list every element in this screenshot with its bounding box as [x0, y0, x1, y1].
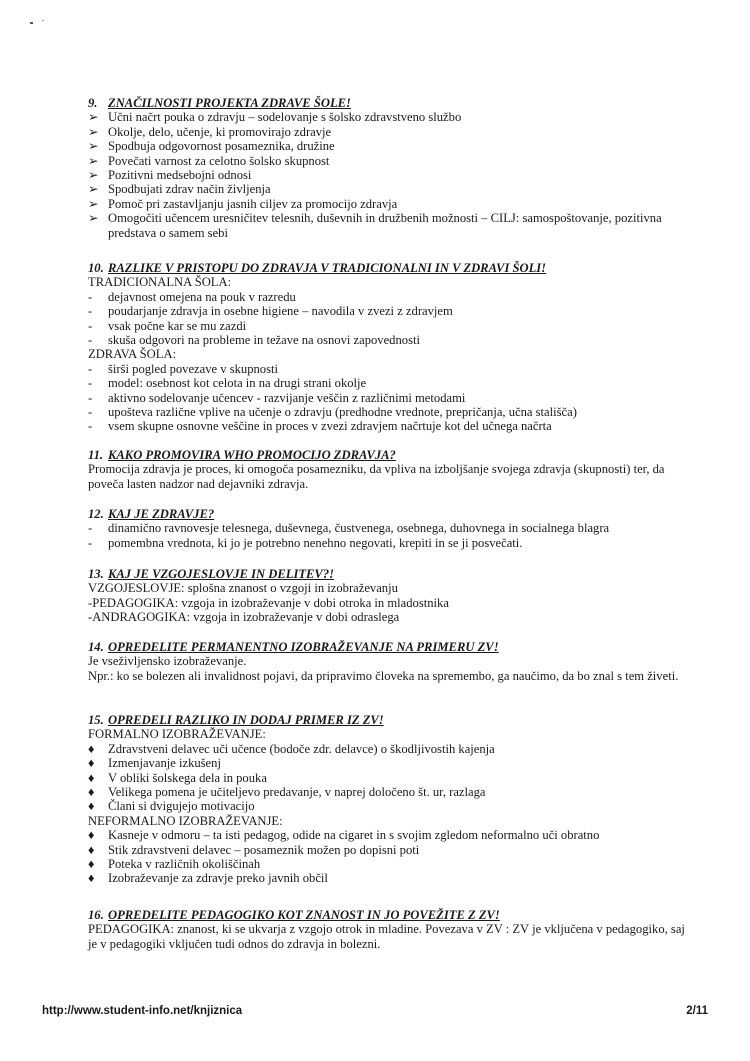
section-10	[88, 261, 688, 434]
section-number: 11.	[88, 448, 104, 462]
bullet-icon: ➢	[88, 124, 99, 139]
paragraph: TRADICIONALNA ŠOLA:	[88, 275, 232, 290]
section-number: 9.	[88, 96, 98, 110]
list-item-text: Zdravstveni delavec uči učence (bodoče zdr. delavce) o škodljivostih kajenja	[108, 741, 495, 756]
section-14	[88, 640, 688, 683]
list-item	[88, 125, 688, 139]
list-item	[88, 168, 688, 182]
bullet-icon: ♦	[88, 770, 95, 785]
section-title: RAZLIKE V PRISTOPU DO ZDRAVJA V TRADICIONALNI IN V ZDRAVI ŠOLI!	[108, 261, 547, 275]
list-item-text: Kasneje v odmoru – ta isti pedagog, odide na cigaret in s svojim zgledom neformalno uči obratno	[108, 828, 600, 843]
section-title: ZNAČILNOSTI PROJEKTA ZDRAVE ŠOLE!	[108, 96, 351, 110]
section-15	[88, 713, 688, 886]
list-item-text: vsem skupne osnovne veščine in proces v zvezi zdravjem načrtuje kot del učnega načrta	[108, 419, 552, 434]
list-item	[88, 304, 688, 318]
list-item	[88, 771, 688, 785]
list-item	[88, 419, 688, 433]
paragraph: NEFORMALNO IZOBRAŽEVANJE:	[88, 813, 283, 828]
section-number: 12.	[88, 507, 104, 521]
list-item	[88, 376, 688, 390]
list-item	[88, 139, 688, 153]
bullet-icon: ♦	[88, 756, 95, 771]
list-item-text: upošteva različne vplive na učenje o zdravju (predhodne vrednote, prepričanja, učna stališča)	[108, 405, 577, 420]
list-item-text: Okolje, delo, učenje, ki promovirajo zdravje	[108, 124, 332, 139]
section-9	[88, 96, 688, 240]
bullet-icon: -	[88, 318, 93, 333]
bullet-icon: ➢	[88, 182, 99, 197]
list-item	[88, 182, 688, 196]
list-item-text: Omogočiti učencem uresničitev telesnih, duševnih in družbenih možnosti – CILJ: samospoštovanje, pozitivna predstava o samem sebi	[108, 211, 662, 240]
list-item-text: dinamično ravnovesje telesnega, duševnega, čustvenega, osebnega, duhovnega in socialnega blagra	[108, 521, 610, 536]
list-item	[88, 742, 688, 756]
section-heading	[88, 640, 688, 654]
paragraph: ZDRAVA ŠOLA:	[88, 347, 177, 362]
section-11	[88, 448, 688, 491]
bullet-list	[88, 290, 688, 348]
section-number: 16.	[88, 908, 104, 922]
list-item-text: Pomoč pri zastavljanju jasnih ciljev za promocijo zdravja	[108, 196, 398, 211]
section-title: KAJ JE ZDRAVJE?	[108, 507, 215, 521]
section-heading	[88, 448, 688, 462]
bullet-icon: -	[88, 521, 93, 536]
list-item	[88, 110, 688, 124]
list-item-text: širši pogled povezave v skupnosti	[108, 361, 278, 376]
bullet-icon: ♦	[88, 857, 95, 872]
list-item	[88, 154, 688, 168]
paragraph: Je vseživljensko izobraževanje.	[88, 654, 247, 669]
bullet-icon: ♦	[88, 842, 95, 857]
bullet-icon: -	[88, 304, 93, 319]
bullet-icon: ♦	[88, 871, 95, 886]
list-item-text: poudarjanje zdravja in osebne higiene – navodila v zvezi z zdravjem	[108, 304, 453, 319]
scan-speck	[42, 20, 44, 21]
bullet-icon: ➢	[88, 211, 99, 226]
bullet-list	[88, 828, 688, 886]
list-item-text: Člani si dvigujejo motivacijo	[108, 799, 255, 814]
list-item	[88, 197, 688, 211]
section-heading	[88, 713, 688, 727]
list-item-text: skuša odgovori na probleme in težave na osnovi zapovednosti	[108, 333, 420, 348]
list-item	[88, 405, 688, 419]
bullet-icon: -	[88, 333, 93, 348]
bullet-icon: -	[88, 419, 93, 434]
paragraph: Promocija zdravja je proces, ki omogoča posamezniku, da vpliva na izboljšanje svojega zdravja (skupnosti) ter, da poveča lasten nadzor nad dejavniki zdravja.	[88, 462, 665, 491]
section-number: 14.	[88, 640, 104, 654]
list-item-text: Poteka v različnih okoliščinah	[108, 857, 261, 872]
section-number: 10.	[88, 261, 104, 275]
paragraph: PEDAGOGIKA: znanost, ki se ukvarja z vzgojo otrok in mladine. Povezava v ZV : ZV je vključena v pedagogiko, saj je v pedagogiki vključen tudi odnos do zdravja in bolezni.	[88, 922, 685, 951]
section-heading	[88, 261, 688, 275]
list-item	[88, 319, 688, 333]
list-item-text: model: osebnost kot celota in na drugi strani okolje	[108, 376, 367, 391]
bullet-list	[88, 110, 688, 240]
bullet-icon: -	[88, 376, 93, 391]
paragraph: -PEDAGOGIKA: vzgoja in izobraževanje v dobi otroka in mladostnika	[88, 595, 449, 610]
bullet-icon: -	[88, 535, 93, 550]
bullet-icon: -	[88, 289, 93, 304]
bullet-list	[88, 742, 688, 814]
list-item-text: Pozitivni medsebojni odnosi	[108, 168, 252, 183]
section-12	[88, 507, 688, 550]
bullet-list	[88, 362, 688, 434]
list-item-text: Učni načrt pouka o zdravju – sodelovanje s šolsko zdravstveno službo	[108, 110, 462, 125]
list-item-text: Velikega pomena je učiteljevo predavanje, v naprej določeno št. ur, razlaga	[108, 785, 486, 800]
bullet-icon: ➢	[88, 139, 99, 154]
section-title: OPREDELI RAZLIKO IN DODAJ PRIMER IZ ZV!	[108, 713, 384, 727]
paragraph: VZGOJESLOVJE: splošna znanost o vzgoji in izobraževanju	[88, 581, 398, 596]
list-item	[88, 857, 688, 871]
paragraph: -ANDRAGOGIKA: vzgoja in izobraževanje v dobi odraslega	[88, 610, 400, 625]
list-item-text: Stik zdravstveni delavec – posameznik možen po dopisni poti	[108, 842, 420, 857]
paragraph: FORMALNO IZOBRAŽEVANJE:	[88, 727, 266, 742]
bullet-list	[88, 521, 688, 550]
section-number: 13.	[88, 567, 104, 581]
section-heading	[88, 567, 688, 581]
section-16	[88, 908, 688, 951]
bullet-icon: ➢	[88, 196, 99, 211]
list-item	[88, 785, 688, 799]
bullet-icon: ➢	[88, 153, 99, 168]
list-item	[88, 828, 688, 842]
list-item	[88, 362, 688, 376]
bullet-icon: ➢	[88, 110, 99, 125]
list-item-text: vsak počne kar se mu zazdi	[108, 318, 247, 333]
bullet-icon: ♦	[88, 741, 95, 756]
section-heading	[88, 96, 688, 110]
page-footer	[42, 1005, 708, 1017]
section-heading	[88, 908, 688, 922]
list-item	[88, 391, 688, 405]
list-item	[88, 756, 688, 770]
list-item	[88, 843, 688, 857]
bullet-icon: ♦	[88, 799, 95, 814]
bullet-icon: ♦	[88, 828, 95, 843]
section-number: 15.	[88, 713, 104, 727]
section-13	[88, 567, 688, 625]
bullet-icon: -	[88, 361, 93, 376]
list-item	[88, 333, 688, 347]
section-title: OPREDELITE PEDAGOGIKO KOT ZNANOST IN JO POVEŽITE Z ZV!	[108, 908, 500, 922]
list-item-text: Izobraževanje za zdravje preko javnih občil	[108, 871, 328, 886]
list-item-text: dejavnost omejena na pouk v razredu	[108, 289, 296, 304]
bullet-icon: ♦	[88, 785, 95, 800]
bullet-icon: ➢	[88, 168, 99, 183]
section-title: KAKO PROMOVIRA WHO PROMOCIJO ZDRAVJA?	[108, 448, 396, 462]
list-item	[88, 521, 688, 535]
list-item-text: pomembna vrednota, ki jo je potrebno nenehno negovati, krepiti in se ji posvečati.	[108, 535, 523, 550]
scan-speck	[30, 22, 33, 24]
bullet-icon: -	[88, 405, 93, 420]
list-item	[88, 871, 688, 885]
list-item	[88, 536, 688, 550]
section-title: KAJ JE VZGOJESLOVJE IN DELITEV?!	[108, 567, 335, 581]
list-item	[88, 799, 688, 813]
list-item-text: aktivno sodelovanje učencev - razvijanje veščin z različnimi metodami	[108, 390, 466, 405]
section-heading	[88, 507, 688, 521]
page-number: 2/11	[686, 1005, 708, 1017]
list-item-text: V obliki šolskega dela in pouka	[108, 770, 267, 785]
list-item-text: Izmenjavanje izkušenj	[108, 756, 221, 771]
paragraph: Npr.: ko se bolezen ali invalidnost pojavi, da pripravimo človeka na spremembo, ga naučimo, da bo znal s tem živeti.	[88, 668, 679, 683]
list-item	[88, 290, 688, 304]
section-title: OPREDELITE PERMANENTNO IZOBRAŽEVANJE NA PRIMERU ZV!	[108, 640, 499, 654]
list-item	[88, 211, 688, 240]
list-item-text: Spodbujati zdrav način življenja	[108, 182, 271, 197]
footer-url-link[interactable]: http://www.student-info.net/knjiznica	[42, 1005, 243, 1017]
list-item-text: Povečati varnost za celotno šolsko skupnost	[108, 153, 330, 168]
list-item-text: Spodbuja odgovornost posameznika, družine	[108, 139, 335, 154]
bullet-icon: -	[88, 390, 93, 405]
